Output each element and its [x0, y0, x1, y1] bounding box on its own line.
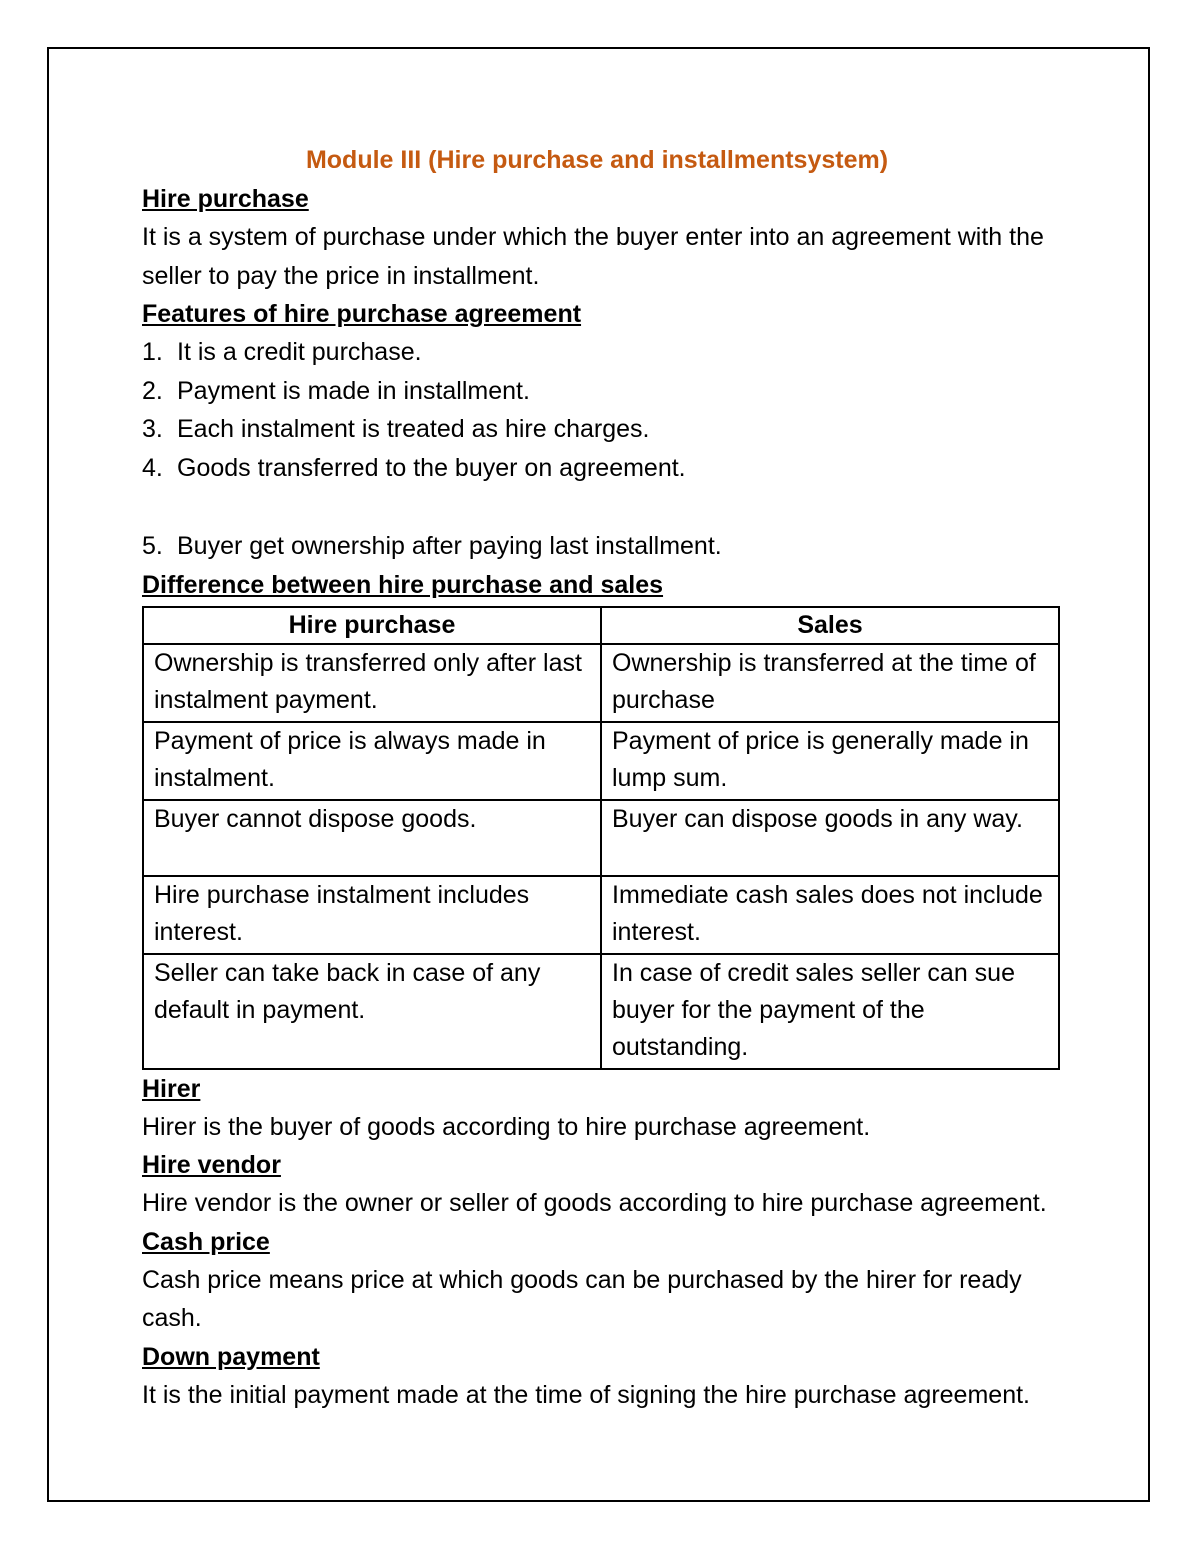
- list-number: 2.: [142, 376, 163, 405]
- heading-down-payment: Down payment: [142, 1342, 320, 1371]
- heading-hire-purchase: Hire purchase: [142, 185, 309, 213]
- hirer-definition: Hirer is the buyer of goods according to hire purchase agreement.: [142, 1112, 871, 1141]
- list-text: Payment is made in installment.: [177, 376, 530, 405]
- table-cell: In case of credit sales seller can sue buyer for the payment of the outstanding.: [601, 954, 1059, 1069]
- table-cell: Payment of price is always made in instalment.: [143, 722, 601, 800]
- list-number: 5.: [142, 532, 163, 560]
- table-cell: Ownership is transferred only after last instalment payment.: [143, 644, 601, 722]
- table-row: [143, 876, 1059, 954]
- list-text: Goods transferred to the buyer on agreement.: [177, 453, 686, 482]
- hire-vendor-definition: Hire vendor is the owner or seller of goods according to hire purchase agreement.: [142, 1189, 1047, 1217]
- table-row: [143, 800, 1059, 876]
- list-number: 4.: [142, 453, 163, 482]
- table-row: [143, 722, 1059, 800]
- heading-hirer: Hirer: [142, 1074, 201, 1103]
- list-text: Buyer get ownership after paying last installment.: [177, 532, 722, 560]
- list-text: It is a credit purchase.: [177, 338, 422, 366]
- list-item: [142, 372, 1062, 411]
- list-text: Each instalment is treated as hire charges.: [177, 415, 650, 443]
- list-item: [142, 449, 1062, 488]
- down-payment-definition: It is the initial payment made at the time of signing the hire purchase agreement.: [142, 1380, 1030, 1409]
- list-item: [142, 410, 1062, 449]
- table-cell: Hire purchase instalment includes interest.: [143, 876, 601, 954]
- heading-cash-price: Cash price: [142, 1227, 270, 1256]
- column-header-hire-purchase: Hire purchase: [143, 607, 601, 644]
- document-body: [142, 140, 1062, 1414]
- heading-hire-vendor: Hire vendor: [142, 1151, 281, 1179]
- table-cell: Buyer can dispose goods in any way.: [601, 800, 1059, 876]
- list-number: 1.: [142, 338, 163, 366]
- features-list: [142, 333, 1062, 566]
- cash-price-definition: Cash price means price at which goods can be purchased by the hirer for ready cash.: [142, 1265, 1022, 1332]
- list-spacer: [142, 487, 1062, 527]
- heading-features: Features of hire purchase agreement: [142, 300, 582, 328]
- list-number: 3.: [142, 415, 163, 443]
- table-header-row: [143, 607, 1059, 644]
- table-cell: Seller can take back in case of any default in payment.: [143, 954, 601, 1069]
- table-row: [143, 954, 1059, 1069]
- column-header-sales: Sales: [601, 607, 1059, 644]
- heading-difference: Difference between hire purchase and sales: [142, 570, 664, 599]
- table-cell: Buyer cannot dispose goods.: [143, 800, 601, 876]
- difference-table: [142, 606, 1060, 1070]
- table-cell: Ownership is transferred at the time of purchase: [601, 644, 1059, 722]
- module-title: Module III (Hire purchase and installmentsystem): [305, 146, 889, 174]
- hire-purchase-definition: It is a system of purchase under which the buyer enter into an agreement with the seller to pay the price in installment.: [142, 223, 1044, 290]
- table-cell: Immediate cash sales does not include interest.: [601, 876, 1059, 954]
- list-item: [142, 527, 1062, 566]
- list-item: [142, 333, 1062, 372]
- table-row: [143, 644, 1059, 722]
- table-cell: Payment of price is generally made in lump sum.: [601, 722, 1059, 800]
